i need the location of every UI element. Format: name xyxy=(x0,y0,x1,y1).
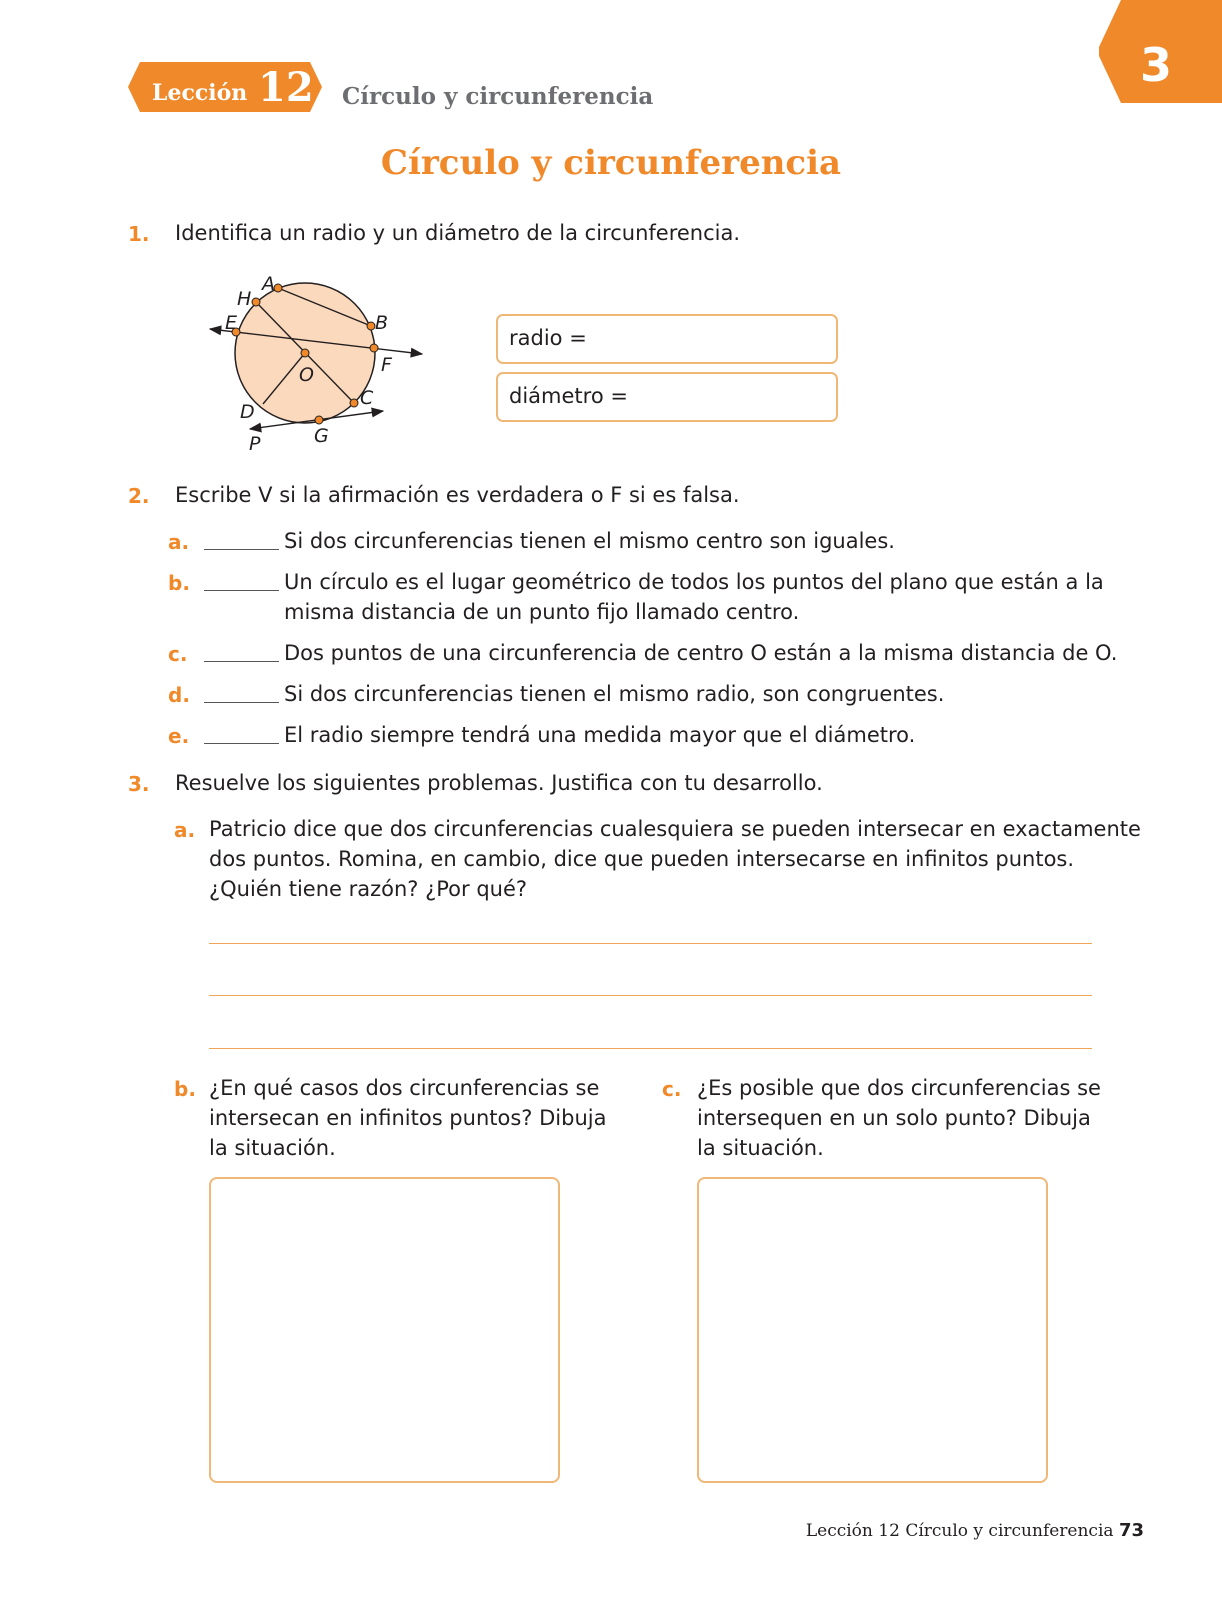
q2-item-d-letter: d. xyxy=(168,683,190,707)
label-c: C xyxy=(360,387,374,409)
q3a-answer-line-1[interactable] xyxy=(209,943,1092,944)
q2-item-c-letter: c. xyxy=(168,642,188,666)
q2-item-b-letter: b. xyxy=(168,571,190,595)
radio-label: radio = xyxy=(509,326,587,350)
point-h xyxy=(252,298,260,306)
q2-number: 2. xyxy=(128,484,150,508)
q3c-text-line3: la situación. xyxy=(697,1136,824,1160)
q2-item-e-text: El radio siempre tendrá una medida mayor que el diámetro. xyxy=(284,723,916,747)
q2-item-a-text: Si dos circunferencias tienen el mismo centro son iguales. xyxy=(284,529,895,553)
label-d: D xyxy=(240,401,255,423)
q2-text: Escribe V si la afirmación es verdadera o F si es falsa. xyxy=(175,483,740,507)
q3a-text-line1: Patricio dice que dos circunferencias cualesquiera se pueden intersecar en exactamente xyxy=(209,817,1141,841)
q2-item-d-text: Si dos circunferencias tienen el mismo radio, son congruentes. xyxy=(284,682,945,706)
q3a-answer-line-2[interactable] xyxy=(209,995,1092,996)
q3a-text-line2: dos puntos. Romina, en cambio, dice que pueden intersecarse en infinitos puntos. xyxy=(209,847,1075,871)
label-f: F xyxy=(381,354,392,376)
q2-item-e-blank[interactable] xyxy=(204,743,279,744)
point-a xyxy=(274,284,282,292)
header-title: Círculo y circunferencia xyxy=(342,83,654,110)
q3b-text-line3: la situación. xyxy=(209,1136,336,1160)
diametro-label: diámetro = xyxy=(509,384,628,408)
q1-text: Identifica un radio y un diámetro de la circunferencia. xyxy=(175,221,741,245)
label-b: B xyxy=(375,312,389,334)
point-c xyxy=(350,399,358,407)
q2-item-e-letter: e. xyxy=(168,724,190,748)
point-f xyxy=(370,344,378,352)
q3c-letter: c. xyxy=(662,1077,682,1101)
lesson-number: 12 xyxy=(258,64,314,111)
q2-item-c-blank[interactable] xyxy=(204,661,279,662)
q3-text: Resuelve los siguientes problemas. Justifica con tu desarrollo. xyxy=(175,771,823,795)
q3b-drawing-box[interactable] xyxy=(209,1177,560,1483)
circle-diagram xyxy=(195,262,435,462)
q3-number: 3. xyxy=(128,772,150,796)
q3b-text-line2: intersecan en infinitos puntos? Dibuja xyxy=(209,1106,607,1130)
q3a-text-line3: ¿Quién tiene razón? ¿Por qué? xyxy=(209,877,528,901)
q3c-text-line1: ¿Es posible que dos circunferencias se xyxy=(697,1076,1101,1100)
label-g: G xyxy=(314,425,329,447)
q1-number: 1. xyxy=(128,222,150,246)
footer-lesson: Lección 12 xyxy=(805,1521,900,1541)
point-o xyxy=(301,349,309,357)
footer-title: Círculo y circunferencia xyxy=(905,1521,1114,1541)
label-p: P xyxy=(249,433,261,455)
q3a-letter: a. xyxy=(174,818,196,842)
q2-item-b-blank[interactable] xyxy=(204,590,279,591)
q3a-answer-line-3[interactable] xyxy=(209,1048,1092,1049)
q2-item-a-blank[interactable] xyxy=(204,549,279,550)
label-a: A xyxy=(262,273,275,295)
q3c-text-line2: intersequen en un solo punto? Dibuja xyxy=(697,1106,1091,1130)
unit-number: 3 xyxy=(1139,38,1172,92)
page-title: Círculo y circunferencia xyxy=(380,143,842,183)
point-g xyxy=(315,416,323,424)
q2-item-d-blank[interactable] xyxy=(204,702,279,703)
label-e: E xyxy=(225,312,238,334)
q3b-letter: b. xyxy=(174,1077,196,1101)
page-footer xyxy=(806,1520,1144,1541)
q2-item-c-text: Dos puntos de una circunferencia de centro O están a la misma distancia de O. xyxy=(284,641,1118,665)
point-b xyxy=(367,322,375,330)
page-number: 73 xyxy=(1118,1520,1144,1541)
lesson-word: Lección xyxy=(152,80,248,106)
q2-item-b-text-line2: misma distancia de un punto fijo llamado centro. xyxy=(284,600,800,624)
label-o: O xyxy=(299,364,314,386)
q2-item-b-text-line1: Un círculo es el lugar geométrico de todos los puntos del plano que están a la xyxy=(284,570,1104,594)
q3b-text-line1: ¿En qué casos dos circunferencias se xyxy=(209,1076,600,1100)
label-h: H xyxy=(237,288,252,310)
q2-item-a-letter: a. xyxy=(168,530,190,554)
q3c-drawing-box[interactable] xyxy=(697,1177,1048,1483)
